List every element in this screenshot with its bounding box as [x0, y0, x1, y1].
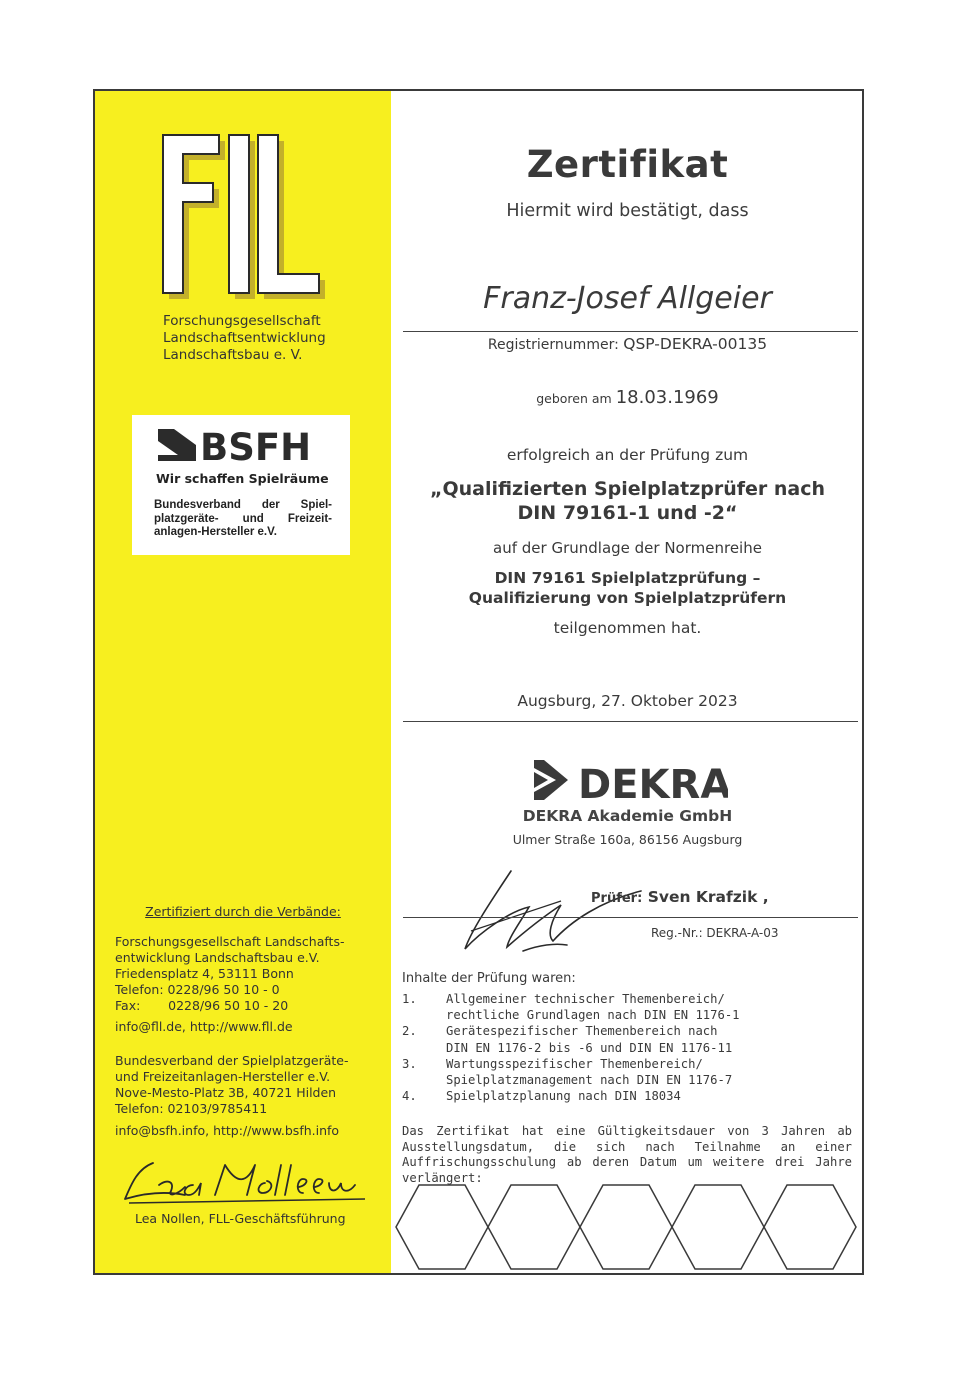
place-date: Augsburg, 27. Oktober 2023 — [517, 692, 738, 710]
birth-date — [391, 387, 864, 408]
fll-org-line: Forschungsgesellschaft — [163, 313, 321, 329]
born-label: geboren am — [536, 391, 612, 406]
bsfh-logo-text: BSFH — [200, 426, 312, 465]
divider — [403, 721, 858, 722]
qualification — [391, 477, 864, 525]
divider — [403, 331, 858, 332]
bsfh-slogan: Wir schaffen Spielräume — [156, 471, 329, 486]
list-item — [402, 1023, 740, 1055]
item-text: Spielplatzmanagement nach DIN EN 1176-7 — [446, 1073, 733, 1088]
fll-org-line: Landschaftsentwicklung — [163, 330, 326, 346]
norm-title — [391, 568, 864, 608]
renewal-stamp-fields — [395, 1183, 861, 1271]
norm-line: Qualifizierung von Spielplatzprüfern — [468, 589, 787, 607]
item-text: Wartungsspezifischer Themenbereich/ — [446, 1056, 703, 1071]
item-text: Gerätespezifischer Themenbereich nach — [446, 1024, 718, 1039]
bsfh-box — [132, 415, 350, 555]
basis-text: auf der Grundlage der Normenreihe — [493, 539, 762, 557]
list-item — [402, 1088, 740, 1104]
born-value: 18.03.1969 — [615, 387, 719, 408]
recipient-name: Franz-Josef Allgeier — [483, 281, 772, 316]
fll-logo — [161, 133, 331, 303]
item-text: Allgemeiner technischer Themenbereich/ — [446, 992, 725, 1006]
bsfh-description: Bundesverband der Spiel-platzgeräte- und Freizeit-anlagen-Hersteller e.V. — [154, 499, 332, 538]
item-text: DIN EN 1176-2 bis -6 und DIN EN 1176-11 — [446, 1040, 733, 1055]
qualification-line: „Qualifizierten Spielplatzprüfer nach — [429, 478, 826, 500]
certificate-title: Zertifikat — [526, 143, 729, 186]
right-panel — [391, 91, 864, 1273]
renewal-hexagon — [764, 1185, 856, 1269]
contents-heading: Inhalte der Prüfung waren: — [402, 971, 576, 986]
list-item — [402, 991, 740, 1023]
item-number: 2. — [402, 1024, 417, 1039]
examiner-regnr: Reg.-Nr.: DEKRA-A-03 — [651, 926, 779, 940]
list-item — [402, 1056, 740, 1088]
renewal-hexagon — [672, 1185, 764, 1269]
renewal-hexagon — [396, 1185, 488, 1269]
certified-by-heading: Zertifiziert durch die Verbände: — [145, 904, 341, 919]
item-number: 4. — [402, 1089, 417, 1104]
dekra-arrow-icon — [528, 756, 728, 802]
exam-text: erfolgreich an der Prüfung zum — [506, 446, 749, 464]
reg-value: QSP-DEKRA-00135 — [623, 335, 768, 353]
item-text: rechtliche Grundlagen nach DIN EN 1176-1 — [446, 1008, 740, 1023]
qualification-line: DIN 79161-1 und -2“ — [517, 502, 738, 524]
fll-org-line: Landschaftsbau e. V. — [163, 347, 303, 363]
bsfh-web-link[interactable]: info@bsfh.info, http://www.bsfh.info — [115, 1123, 340, 1138]
reg-label: Registriernummer: — [487, 337, 619, 353]
participated-text: teilgenommen hat. — [553, 619, 702, 637]
renewal-hexagon — [488, 1185, 580, 1269]
left-panel — [95, 91, 391, 1273]
dekra-address: Ulmer Straße 160a, 86156 Augsburg — [512, 832, 743, 847]
dekra-company: DEKRA Akademie GmbH — [522, 807, 733, 825]
fll-contact: Forschungsgesellschaft Landschafts- entwicklung Landschaftsbau e.V. Friedensplatz 4, 53111 Bonn Telefon: 0228/96 50 10 - 0 Fax: 0228/96 50 10 - 20 — [115, 934, 345, 1013]
norm-line: DIN 79161 Spielplatzprüfung – — [494, 569, 761, 587]
bsfh-logo — [156, 425, 332, 469]
dekra-logo-text: DEKRA — [577, 762, 728, 802]
registration-number — [391, 335, 864, 353]
certificate-frame — [93, 89, 864, 1275]
item-number: 1. — [402, 992, 417, 1006]
bsfh-contact: Bundesverband der Spielplatzgeräte- und Freizeitanlagen-Hersteller e.V. Nove-Mesto-Platz 3B, 40721 Hilden Telefon: 02103/9785411 — [115, 1053, 349, 1116]
certificate-subtitle: Hiermit wird bestätigt, dass — [506, 201, 749, 221]
examiner-label: Prüfer: — [591, 891, 643, 906]
divider — [403, 917, 858, 918]
item-number: 3. — [402, 1056, 417, 1071]
bsfh-mark-icon — [156, 425, 332, 465]
renewal-hexagon — [580, 1185, 672, 1269]
examiner-name: Sven Krafzik , — [647, 888, 769, 906]
fll-org-name — [163, 313, 326, 364]
contents-list — [402, 991, 740, 1104]
dekra-logo — [391, 756, 864, 806]
lea-nollen-signature — [115, 1155, 375, 1211]
fll-web-link[interactable]: info@fll.de, http://www.fll.de — [115, 1019, 293, 1034]
item-text: Spielplatzplanung nach DIN 18034 — [446, 1089, 681, 1104]
examiner-signature — [451, 861, 691, 981]
signature-caption: Lea Nollen, FLL-Geschäftsführung — [135, 1211, 346, 1226]
examiner — [591, 888, 769, 906]
validity-text: Das Zertifikat hat eine Gültigkeitsdauer von 3 Jahren ab Ausstellungsdatum, die sich nach Teilnahme an einer Auffrischungsschulung ab deren Datum um weitere drei Jahre verlängert: — [402, 1124, 852, 1185]
